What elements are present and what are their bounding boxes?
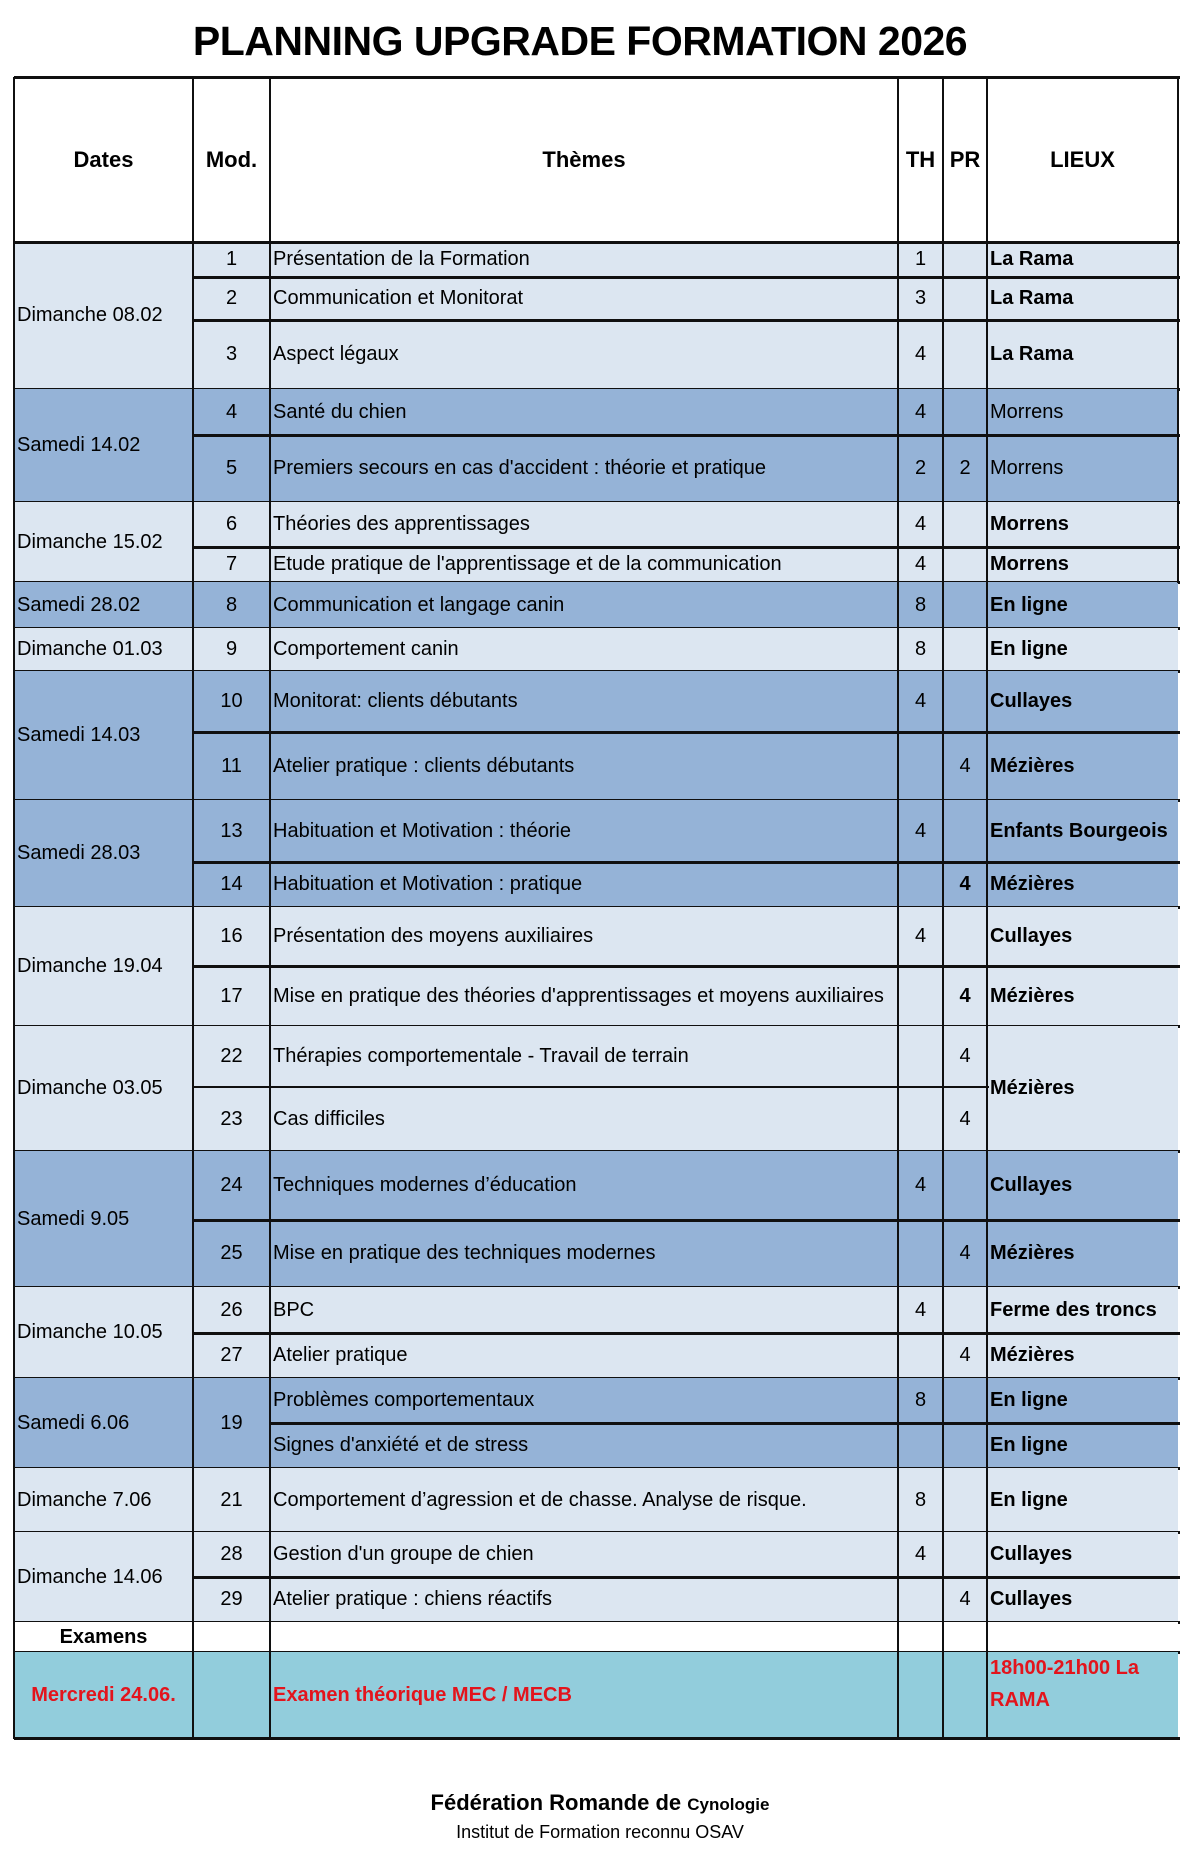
theme-cell: Problèmes comportementaux	[270, 1378, 898, 1423]
date-cell: Dimanche 10.05	[14, 1287, 193, 1378]
location-cell: Cullayes	[987, 1532, 1178, 1577]
th-hours-cell: 4	[898, 547, 943, 582]
module-cell: 19	[193, 1378, 270, 1468]
location-cell: Cullayes	[987, 1151, 1178, 1220]
table-right-border	[1177, 77, 1179, 583]
module-cell: 23	[193, 1087, 270, 1151]
pr-hours-cell	[943, 389, 987, 435]
row-divider	[193, 546, 1180, 549]
page-title: PLANNING UPGRADE FORMATION 2026	[192, 18, 968, 64]
th-hours-cell	[898, 1220, 943, 1287]
module-cell: 4	[193, 389, 270, 435]
theme-cell: BPC	[270, 1287, 898, 1333]
module-cell: 28	[193, 1532, 270, 1577]
date-cell: Samedi 14.03	[14, 671, 193, 800]
row-divider	[193, 1332, 1180, 1335]
exam-theme-cell: Examen théorique MEC / MECB	[270, 1652, 898, 1738]
module-cell: 29	[193, 1577, 270, 1622]
theme-cell: Atelier pratique : chiens réactifs	[270, 1577, 898, 1622]
location-cell: Mézières	[987, 1026, 1178, 1151]
column-divider	[192, 77, 194, 1739]
theme-cell: Etude pratique de l'apprentissage et de la communication	[270, 547, 898, 582]
location-cell: Mézières	[987, 1220, 1178, 1287]
th-hours-cell: 4	[898, 389, 943, 435]
th-hours-cell: 4	[898, 907, 943, 966]
location-cell: En ligne	[987, 582, 1178, 628]
column-divider	[986, 77, 988, 1739]
pr-hours-cell	[943, 1151, 987, 1220]
theme-cell: Cas difficiles	[270, 1087, 898, 1151]
location-cell: Mézières	[987, 966, 1178, 1026]
module-cell: 24	[193, 1151, 270, 1220]
empty-cell	[943, 1622, 987, 1652]
location-cell: En ligne	[987, 1468, 1178, 1532]
pr-hours-cell	[943, 1532, 987, 1577]
exam-module-cell	[193, 1652, 270, 1738]
row-divider	[193, 965, 1180, 968]
exam-th-cell	[898, 1652, 943, 1738]
pr-hours-cell	[943, 582, 987, 628]
header-pr: PR	[943, 77, 987, 242]
date-cell: Dimanche 15.02	[14, 502, 193, 582]
header-bottom-border	[14, 241, 1180, 244]
table-bottom-border	[14, 1737, 1180, 1740]
header-dates: Dates	[14, 77, 193, 242]
row-divider	[193, 731, 1180, 734]
module-cell: 17	[193, 966, 270, 1026]
theme-cell: Comportement d’agression et de chasse. Analyse de risque.	[270, 1468, 898, 1532]
th-hours-cell	[898, 1423, 943, 1468]
date-cell: Dimanche 03.05	[14, 1026, 193, 1151]
module-cell: 16	[193, 907, 270, 966]
module-cell: 11	[193, 732, 270, 800]
row-divider	[193, 319, 1180, 322]
date-cell: Samedi 6.06	[14, 1378, 193, 1468]
footer-organization	[0, 1790, 1200, 1816]
pr-hours-cell	[943, 320, 987, 389]
theme-cell: Théories des apprentissages	[270, 502, 898, 547]
row-divider	[193, 1576, 1180, 1579]
column-divider	[942, 77, 944, 1739]
location-cell: Morrens	[987, 435, 1178, 502]
location-cell: Mézières	[987, 862, 1178, 907]
exam-date-cell: Mercredi 24.06.	[14, 1652, 193, 1738]
date-cell: Dimanche 7.06	[14, 1468, 193, 1532]
th-hours-cell: 4	[898, 800, 943, 862]
pr-hours-cell: 2	[943, 435, 987, 502]
module-cell: 25	[193, 1220, 270, 1287]
pr-hours-cell	[943, 1378, 987, 1423]
row-divider	[193, 434, 1180, 437]
header-th: TH	[898, 77, 943, 242]
location-cell: La Rama	[987, 320, 1178, 389]
pr-hours-cell	[943, 671, 987, 732]
header-lieux: LIEUX	[987, 77, 1178, 242]
theme-cell: Présentation de la Formation	[270, 242, 898, 277]
location-cell: En ligne	[987, 628, 1178, 671]
module-cell: 7	[193, 547, 270, 582]
module-cell: 27	[193, 1333, 270, 1378]
empty-cell	[270, 1622, 898, 1652]
date-cell: Samedi 28.03	[14, 800, 193, 907]
theme-cell: Thérapies comportementale - Travail de terrain	[270, 1026, 898, 1087]
th-hours-cell	[898, 1577, 943, 1622]
theme-cell: Habituation et Motivation : théorie	[270, 800, 898, 862]
pr-hours-cell	[943, 628, 987, 671]
pr-hours-cell: 4	[943, 1087, 987, 1151]
th-hours-cell: 4	[898, 1151, 943, 1220]
location-cell: Cullayes	[987, 1577, 1178, 1622]
row-divider	[193, 276, 1180, 279]
th-hours-cell: 8	[898, 628, 943, 671]
module-cell: 10	[193, 671, 270, 732]
pr-hours-cell	[943, 1423, 987, 1468]
pr-hours-cell: 4	[943, 1333, 987, 1378]
th-hours-cell: 2	[898, 435, 943, 502]
date-cell: Dimanche 08.02	[14, 242, 193, 389]
empty-cell	[987, 1622, 1178, 1652]
pr-hours-cell	[943, 907, 987, 966]
date-cell: Samedi 14.02	[14, 389, 193, 502]
exam-pr-cell	[943, 1652, 987, 1738]
th-hours-cell: 8	[898, 582, 943, 628]
table-left-border	[13, 77, 15, 1739]
theme-cell: Signes d'anxiété et de stress	[270, 1423, 898, 1468]
empty-cell	[193, 1622, 270, 1652]
th-hours-cell	[898, 1087, 943, 1151]
theme-cell: Atelier pratique	[270, 1333, 898, 1378]
date-cell: Samedi 28.02	[14, 582, 193, 628]
th-hours-cell	[898, 966, 943, 1026]
pr-hours-cell	[943, 502, 987, 547]
th-hours-cell: 4	[898, 502, 943, 547]
module-cell: 9	[193, 628, 270, 671]
location-cell: Morrens	[987, 547, 1178, 582]
location-cell: En ligne	[987, 1378, 1178, 1423]
pr-hours-cell: 4	[943, 732, 987, 800]
th-hours-cell: 8	[898, 1468, 943, 1532]
location-cell: Mézières	[987, 1333, 1178, 1378]
theme-cell: Comportement canin	[270, 628, 898, 671]
row-divider	[193, 861, 1180, 864]
th-hours-cell: 4	[898, 671, 943, 732]
module-cell: 14	[193, 862, 270, 907]
location-cell: Ferme des troncs	[987, 1287, 1178, 1333]
location-cell: La Rama	[987, 277, 1178, 320]
th-hours-cell: 3	[898, 277, 943, 320]
module-cell: 8	[193, 582, 270, 628]
location-cell: Morrens	[987, 502, 1178, 547]
th-hours-cell	[898, 1333, 943, 1378]
pr-hours-cell: 4	[943, 966, 987, 1026]
table-top-border	[14, 76, 1180, 79]
theme-cell: Santé du chien	[270, 389, 898, 435]
module-cell: 5	[193, 435, 270, 502]
date-cell: Samedi 9.05	[14, 1151, 193, 1287]
location-cell: La Rama	[987, 242, 1178, 277]
location-cell: Cullayes	[987, 671, 1178, 732]
footer-subtitle: Institut de Formation reconnu OSAV	[456, 1822, 744, 1842]
pr-hours-cell: 4	[943, 1577, 987, 1622]
theme-cell: Communication et Monitorat	[270, 277, 898, 320]
th-hours-cell: 4	[898, 320, 943, 389]
footer-org-small: Cynologie	[687, 1795, 770, 1814]
date-cell: Dimanche 01.03	[14, 628, 193, 671]
pr-hours-cell	[943, 242, 987, 277]
location-cell: Enfants Bourgeois	[987, 800, 1178, 862]
empty-cell	[898, 1622, 943, 1652]
date-cell: Dimanche 19.04	[14, 907, 193, 1026]
exams-label: Examens	[14, 1622, 193, 1652]
date-cell: Dimanche 14.06	[14, 1532, 193, 1622]
pr-hours-cell: 4	[943, 862, 987, 907]
pr-hours-cell: 4	[943, 1026, 987, 1087]
location-cell: En ligne	[987, 1423, 1178, 1468]
pr-hours-cell	[943, 1468, 987, 1532]
pr-hours-cell	[943, 277, 987, 320]
module-cell: 13	[193, 800, 270, 862]
module-cell: 3	[193, 320, 270, 389]
th-hours-cell	[898, 1026, 943, 1087]
pr-hours-cell	[943, 547, 987, 582]
module-cell: 1	[193, 242, 270, 277]
module-cell: 26	[193, 1287, 270, 1333]
theme-cell: Mise en pratique des techniques modernes	[270, 1220, 898, 1287]
column-divider	[897, 77, 899, 1739]
module-cell: 2	[193, 277, 270, 320]
location-cell: Morrens	[987, 389, 1178, 435]
theme-cell: Premiers secours en cas d'accident : théorie et pratique	[270, 435, 898, 502]
theme-cell: Monitorat: clients débutants	[270, 671, 898, 732]
th-hours-cell: 4	[898, 1287, 943, 1333]
module-cell: 21	[193, 1468, 270, 1532]
module-cell: 22	[193, 1026, 270, 1087]
pr-hours-cell: 4	[943, 1220, 987, 1287]
th-hours-cell	[898, 732, 943, 800]
theme-cell: Communication et langage canin	[270, 582, 898, 628]
pr-hours-cell	[943, 1287, 987, 1333]
location-cell: Mézières	[987, 732, 1178, 800]
exam-location-cell: 18h00-21h00 La RAMA	[987, 1652, 1178, 1738]
theme-cell: Atelier pratique : clients débutants	[270, 732, 898, 800]
theme-cell: Mise en pratique des théories d'apprentissages et moyens auxiliaires	[270, 966, 898, 1026]
th-hours-cell	[898, 862, 943, 907]
module-cell: 6	[193, 502, 270, 547]
footer-org-main: Fédération Romande de	[430, 1790, 688, 1815]
theme-cell: Habituation et Motivation : pratique	[270, 862, 898, 907]
th-hours-cell: 8	[898, 1378, 943, 1423]
header-mod: Mod.	[193, 77, 270, 242]
row-divider	[270, 1422, 1180, 1425]
row-divider	[193, 1086, 989, 1088]
column-divider	[269, 77, 271, 1739]
location-cell: Cullayes	[987, 907, 1178, 966]
theme-cell: Aspect légaux	[270, 320, 898, 389]
header-themes: Thèmes	[270, 77, 898, 242]
pr-hours-cell	[943, 800, 987, 862]
theme-cell: Présentation des moyens auxiliaires	[270, 907, 898, 966]
th-hours-cell: 4	[898, 1532, 943, 1577]
theme-cell: Gestion d'un groupe de chien	[270, 1532, 898, 1577]
theme-cell: Techniques modernes d’éducation	[270, 1151, 898, 1220]
row-divider	[193, 1219, 1180, 1222]
th-hours-cell: 1	[898, 242, 943, 277]
